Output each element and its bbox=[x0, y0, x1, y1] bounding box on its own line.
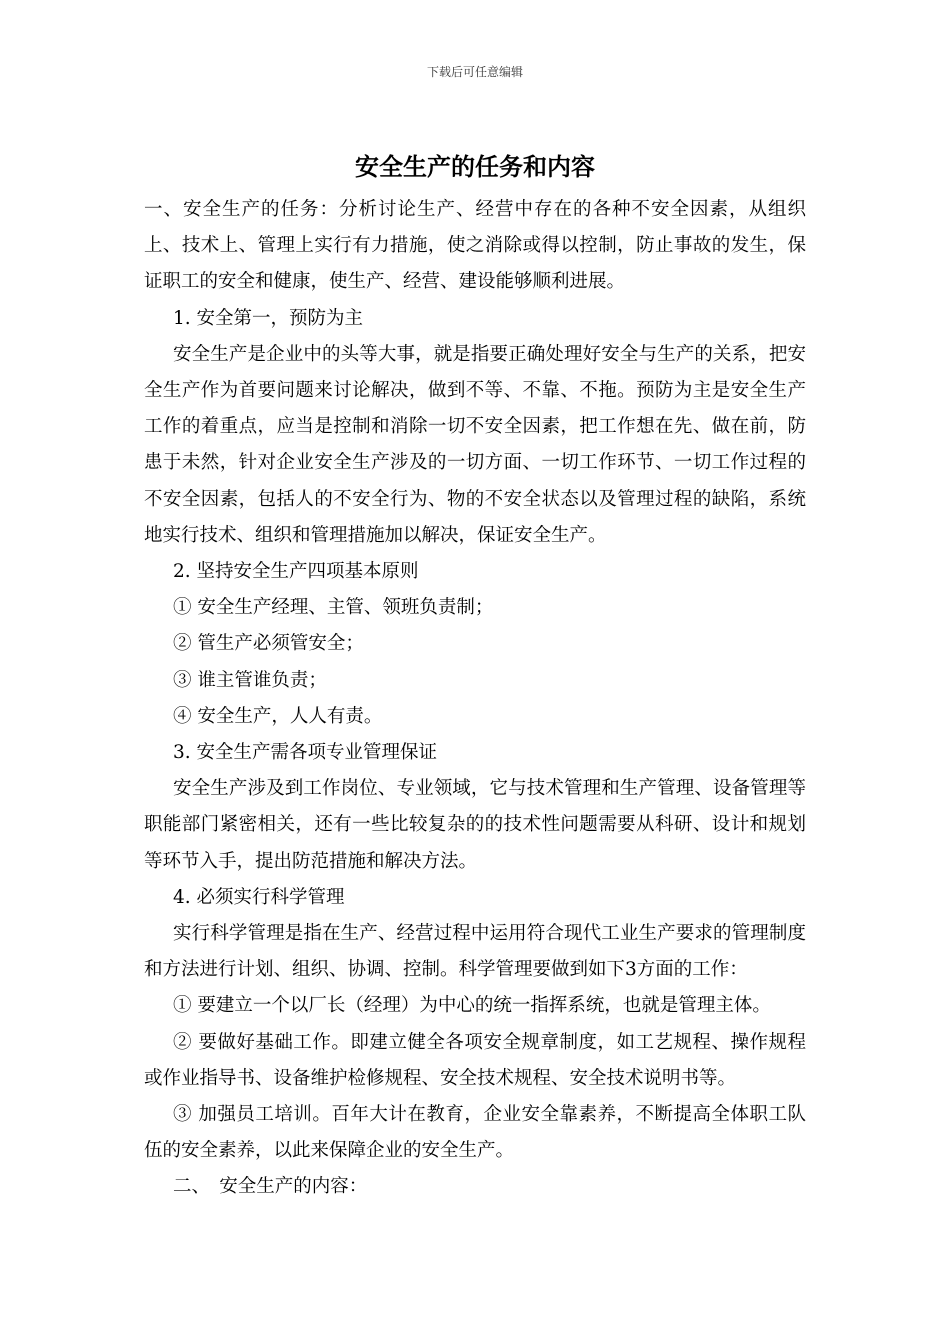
heading-scientific-management: 4. 必须实行科学管理 bbox=[173, 886, 345, 908]
list-item-principle-4: ④ 安全生产，人人有责。 bbox=[173, 705, 383, 727]
list-item-management-1: ① 要建立一个以厂长（经理）为中心的统一指挥系统，也就是管理主体。 bbox=[173, 995, 771, 1017]
list-item-principle-2: ② 管生产必须管安全； bbox=[173, 633, 364, 655]
document-body bbox=[144, 192, 806, 1206]
list-item-management-2: ② 要做好基础工作。即建立健全各项安全规章制度，如工艺规程、操作规程或作业指导书、设备维护检修规程、安全技术规程、安全技术说明书等。 bbox=[144, 1031, 806, 1089]
heading-safety-content: 二、 安全生产的内容： bbox=[173, 1176, 368, 1198]
heading-four-principles: 2. 坚持安全生产四项基本原则 bbox=[173, 561, 419, 583]
header-note: 下载后可任意编辑 bbox=[426, 65, 523, 79]
paragraph-safety-first: 安全生产是企业中的头等大事，就是指要正确处理好安全与生产的关系，把安全生产作为首要问题来讨论解决，做到不等、不靠、不拖。预防为主是安全生产工作的着重点，应当是控制和消除一切不安全因素，把工作想在先、做在前，防患于未然，针对企业安全生产涉及的一切方面、一切工作环节、一切工作过程的不安全因素，包括人的不安全行为、物的不安全状态以及管理过程的缺陷，系统地实行技术、组织和管理措施加以解决，保证安全生产。 bbox=[144, 343, 806, 546]
heading-professional-management: 3. 安全生产需各项专业管理保证 bbox=[173, 742, 438, 764]
list-item-principle-3: ③ 谁主管谁负责； bbox=[173, 669, 327, 691]
paragraph-task-intro: 一、安全生产的任务：分析讨论生产、经营中存在的各种不安全因素，从组织上、技术上、管理上实行有力措施，使之消除或得以控制，防止事故的发生，保证职工的安全和健康，使生产、经营、建设能够顺利进展。 bbox=[144, 199, 806, 293]
page-title: 安全生产的任务和内容 bbox=[355, 152, 595, 181]
heading-safety-first: 1. 安全第一，预防为主 bbox=[173, 307, 364, 329]
list-item-principle-1: ① 安全生产经理、主管、领班负责制； bbox=[173, 597, 494, 619]
list-item-management-3: ③ 加强员工培训。百年大计在教育，企业安全靠素养，不断提高全体职工队伍的安全素养，以此来保障企业的安全生产。 bbox=[144, 1104, 806, 1162]
paragraph-scientific-management: 实行科学管理是指在生产、经营过程中运用符合现代工业生产要求的管理制度和方法进行计划、组织、协调、控制。科学管理要做到如下3方面的工作： bbox=[144, 923, 806, 981]
paragraph-professional-management: 安全生产涉及到工作岗位、专业领域，它与技术管理和生产管理、设备管理等职能部门紧密相关，还有一些比较复杂的的技术性问题需要从科研、设计和规划等环节入手，提出防范措施和解决方法。 bbox=[144, 778, 806, 872]
